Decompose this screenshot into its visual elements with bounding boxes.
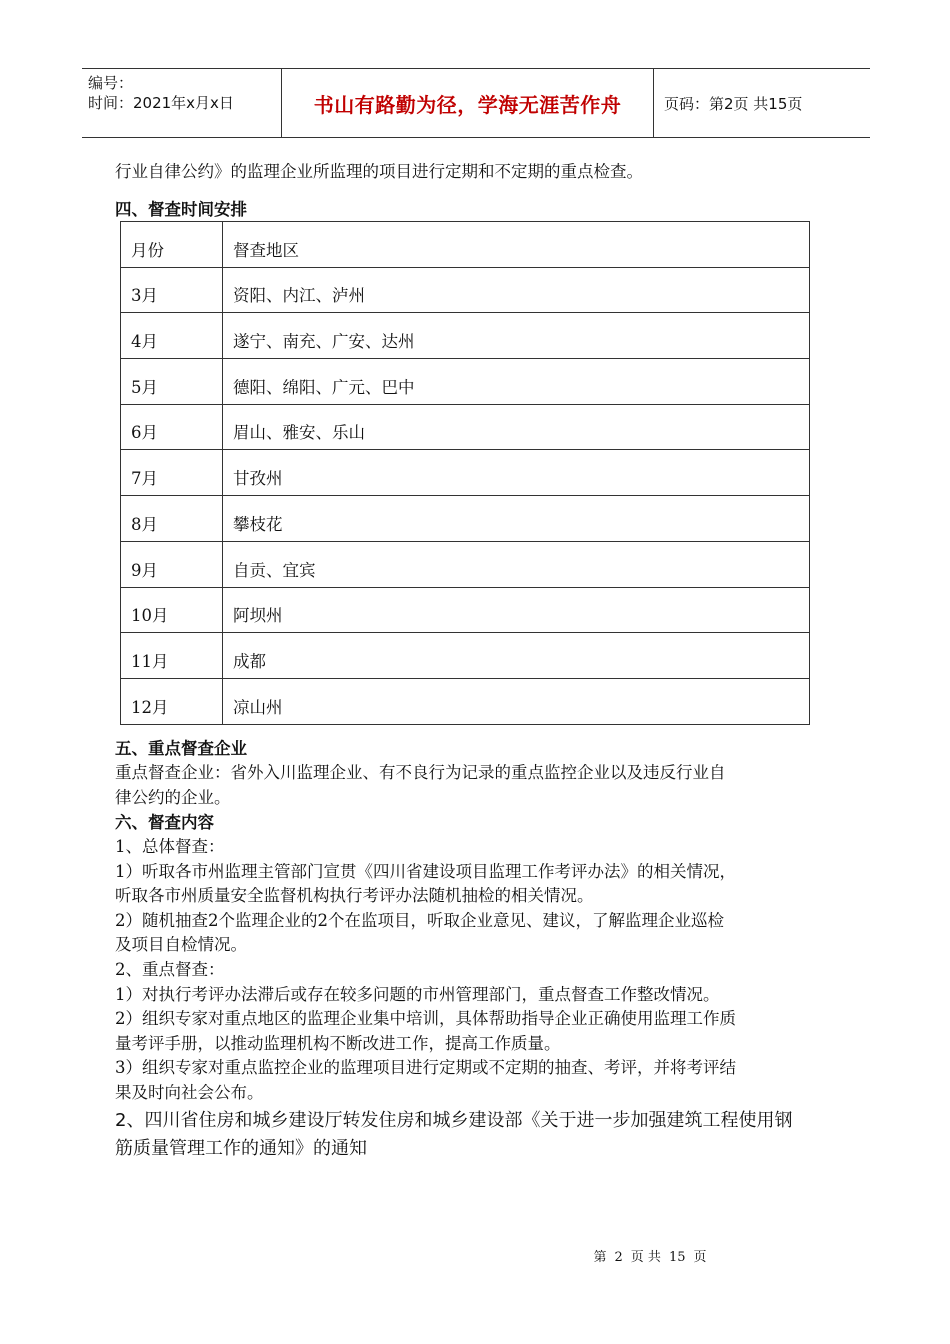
region-cell: 成都 bbox=[223, 633, 810, 679]
footer-total-pages: 15 bbox=[668, 1250, 686, 1265]
section6-line: 1）对执行考评办法滞后或存在较多问题的市州管理部门，重点督查工作整改情况。 bbox=[115, 984, 720, 1004]
table-row bbox=[121, 359, 810, 405]
schedule-table bbox=[120, 221, 810, 725]
month-cell: 4月 bbox=[121, 313, 223, 359]
region-cell: 资阳、内江、泸州 bbox=[223, 267, 810, 313]
month-cell: 8月 bbox=[121, 496, 223, 542]
month-cell: 9月 bbox=[121, 541, 223, 587]
section6-line: 1、总体督查： bbox=[115, 837, 225, 856]
month-cell: 6月 bbox=[121, 404, 223, 450]
table-row bbox=[121, 633, 810, 679]
section6-line: 2）随机抽查2个监理企业的2个在监项目，听取企业意见、建议，了解监理企业巡检 bbox=[115, 910, 724, 930]
month-cell: 12月 bbox=[121, 678, 223, 724]
page-header bbox=[82, 68, 870, 138]
table-row bbox=[121, 678, 810, 724]
month-cell: 10月 bbox=[121, 587, 223, 633]
header-meta bbox=[82, 69, 282, 137]
region-cell: 凉山州 bbox=[223, 678, 810, 724]
page-footer bbox=[0, 1246, 950, 1265]
table-row bbox=[121, 404, 810, 450]
header-motto: 书山有路勤为径，学海无涯苦作舟 bbox=[282, 69, 654, 137]
table-row bbox=[121, 450, 810, 496]
month-cell: 3月 bbox=[121, 267, 223, 313]
intro-paragraph: 行业自律公约》的监理企业所监理的项目进行定期和不定期的重点检查。 bbox=[115, 162, 643, 181]
document-number-label: 编号： bbox=[88, 74, 134, 92]
month-cell: 5月 bbox=[121, 359, 223, 405]
table-row bbox=[121, 313, 810, 359]
table-row bbox=[121, 267, 810, 313]
month-cell: 7月 bbox=[121, 450, 223, 496]
section5-line-2: 律公约的企业。 bbox=[115, 788, 231, 807]
section6-title: 六、督查内容 bbox=[115, 813, 214, 832]
region-cell: 攀枝花 bbox=[223, 496, 810, 542]
table-row bbox=[121, 496, 810, 542]
table-row bbox=[121, 541, 810, 587]
section5-title: 五、重点督查企业 bbox=[115, 739, 247, 758]
section5-line-1: 重点督查企业：省外入川监理企业、有不良行为记录的重点监控企业以及违反行业自 bbox=[115, 763, 726, 782]
footer-suffix: 页 bbox=[693, 1250, 707, 1265]
notice-line-2: 筋质量管理工作的通知》的通知 bbox=[115, 1138, 367, 1159]
footer-mid: 页 共 bbox=[630, 1250, 661, 1265]
section6-line: 果及时向社会公布。 bbox=[115, 1083, 264, 1102]
table-header-region: 督查地区 bbox=[223, 222, 810, 268]
document-time-label: 时间：2021年x月x日 bbox=[88, 94, 234, 112]
section6-line: 3）组织专家对重点监控企业的监理项目进行定期或不定期的抽查、考评，并将考评结 bbox=[115, 1058, 736, 1078]
section6-line: 2）组织专家对重点地区的监理企业集中培训，具体帮助指导企业正确使用监理工作质 bbox=[115, 1009, 736, 1029]
section6-line: 1）听取各市州监理主管部门宣贯《四川省建设项目监理工作考评办法》的相关情况， bbox=[115, 861, 736, 881]
region-cell: 甘孜州 bbox=[223, 450, 810, 496]
table-header-row bbox=[121, 222, 810, 268]
header-page-info: 页码：第2页 共15页 bbox=[664, 94, 803, 113]
footer-prefix: 第 bbox=[593, 1250, 607, 1265]
region-cell: 德阳、绵阳、广元、巴中 bbox=[223, 359, 810, 405]
region-cell: 遂宁、南充、广安、达州 bbox=[223, 313, 810, 359]
section6-line: 听取各市州质量安全监督机构执行考评办法随机抽检的相关情况。 bbox=[115, 886, 594, 906]
notice-line-1: 2、四川省住房和城乡建设厅转发住房和城乡建设部《关于进一步加强建筑工程使用钢 bbox=[115, 1110, 793, 1131]
section4-title: 四、督查时间安排 bbox=[115, 200, 247, 219]
table-header-month: 月份 bbox=[121, 222, 223, 268]
section6-line: 及项目自检情况。 bbox=[115, 935, 247, 955]
table-row bbox=[121, 587, 810, 633]
month-cell: 11月 bbox=[121, 633, 223, 679]
notice-title bbox=[115, 1107, 845, 1163]
region-cell: 阿坝州 bbox=[223, 587, 810, 633]
region-cell: 眉山、雅安、乐山 bbox=[223, 404, 810, 450]
footer-page-number: 2 bbox=[614, 1250, 623, 1265]
section6-line: 2、重点督查： bbox=[115, 960, 225, 979]
region-cell: 自贡、宜宾 bbox=[223, 541, 810, 587]
section6-line: 量考评手册，以推动监理机构不断改进工作，提高工作质量。 bbox=[115, 1033, 561, 1053]
